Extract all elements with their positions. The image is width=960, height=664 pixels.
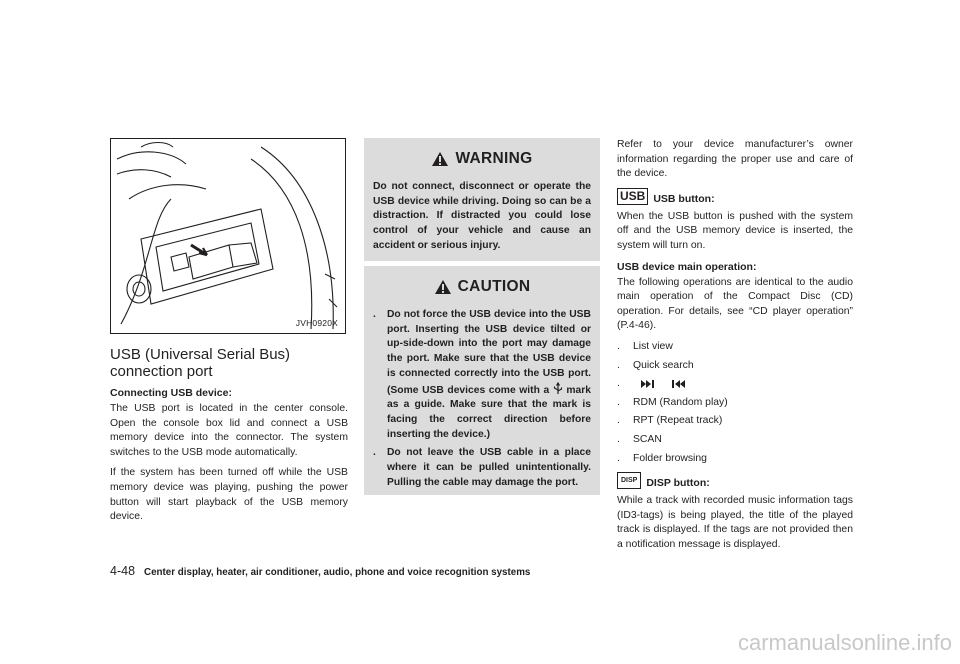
- usb-button-icon: USB: [617, 188, 648, 205]
- disp-button-icon: DISP: [617, 472, 641, 489]
- usb-console-drawing: [111, 139, 345, 333]
- right-column: [617, 138, 853, 558]
- caution-item-1-part-1: Do not force the USB device into the USB port. Inserting the USB device tilted or up-side-down into the port may damage the port. Make sure that the USB device is connected correctly into the USB port. (Some USB devices come with a: [387, 309, 591, 396]
- list-item-text: List view: [633, 340, 673, 352]
- middle-column: [364, 138, 600, 495]
- caution-item: [373, 308, 591, 442]
- caution-item: [373, 446, 591, 490]
- caution-triangle-icon: [434, 279, 452, 295]
- bullet: .: [373, 309, 376, 320]
- list-item: .: [617, 377, 853, 392]
- caution-box: [364, 266, 600, 495]
- usb-button-title: USB button:: [653, 192, 715, 205]
- connecting-paragraph-1: The USB port is located in the center console. Open the console box lid and connect a USB memory device into the connector. The system switches to the USB mode automatically.: [110, 403, 348, 458]
- list-item: . RDM (Random play): [617, 396, 853, 411]
- usb-trident-icon: [553, 382, 563, 395]
- usb-port-illustration: [110, 138, 346, 334]
- list-item: . SCAN: [617, 433, 853, 448]
- list-item: . Folder browsing: [617, 452, 853, 467]
- warning-title: WARNING: [455, 150, 533, 167]
- section-title: USB (Universal Serial Bus) connection port: [110, 346, 291, 380]
- list-item-text: Quick search: [633, 359, 694, 371]
- refer-paragraph: Refer to your device manufacturer’s owner information regarding the proper use and care of the device.: [617, 139, 853, 180]
- watermark: carmanualsonline.info: [737, 630, 952, 655]
- skip-forward-icon: [641, 380, 655, 388]
- caution-item-2-text: Do not leave the USB cable in a place where it can be pulled unintentionally. Pulling the cable may damage the port.: [387, 447, 591, 488]
- caution-title: CAUTION: [457, 278, 531, 295]
- warning-triangle-icon: [431, 151, 449, 167]
- disp-button-heading: [617, 472, 853, 489]
- warning-box: [364, 138, 600, 261]
- chapter-title: Center display, heater, air conditioner, audio, phone and voice recognition systems: [144, 567, 531, 578]
- connecting-heading: Connecting USB device:: [110, 387, 232, 399]
- list-item-text: Folder browsing: [633, 452, 707, 464]
- disp-button-title: DISP button:: [646, 477, 710, 490]
- warning-text: Do not connect, disconnect or operate the USB device while driving. Doing so can be a distraction. If distracted you could lose control of your vehicle and cause an accident or serious injury.: [373, 181, 591, 251]
- main-operation-heading: USB device main operation:: [617, 260, 757, 273]
- usb-button-paragraph: When the USB button is pushed with the system off and the USB memory device is inserted, the system will turn on.: [617, 210, 853, 251]
- connecting-paragraph-2: If the system has been turned off while the USB memory device was playing, pushing the power button will start playback of the USB memory device.: [110, 467, 348, 523]
- list-item-text: RDM (Random play): [633, 396, 728, 408]
- list-item-text: SCAN: [633, 433, 662, 445]
- list-item: . RPT (Repeat track): [617, 414, 853, 429]
- main-operation-paragraph: The following operations are identical to the audio main operation of the Compact Disc (CD) operation. For details, see “CD player operation” (P.4-46).: [617, 276, 853, 332]
- left-column: [110, 138, 348, 531]
- caution-header: [373, 278, 591, 296]
- usb-button-heading: [617, 188, 853, 205]
- caution-item-1-part-2: mark as a guide. Make sure that the mark is facing the correct direction before inserting the device.): [387, 384, 591, 440]
- list-item-text: RPT (Repeat track): [633, 415, 723, 427]
- bullet: .: [373, 447, 376, 459]
- figure-label: JVH0920X: [295, 318, 338, 328]
- list-item: . Quick search: [617, 359, 853, 374]
- warning-header: [373, 150, 591, 168]
- skip-back-icon: [671, 380, 685, 388]
- page-number: 4-48: [110, 564, 136, 578]
- list-item: . List view: [617, 340, 853, 355]
- disp-button-paragraph: While a track with recorded music information tags (ID3-tags) is being played, the title of the played track is displayed. If the tags are not provided then a notification message is displayed.: [617, 495, 853, 550]
- page-footer: [110, 564, 530, 578]
